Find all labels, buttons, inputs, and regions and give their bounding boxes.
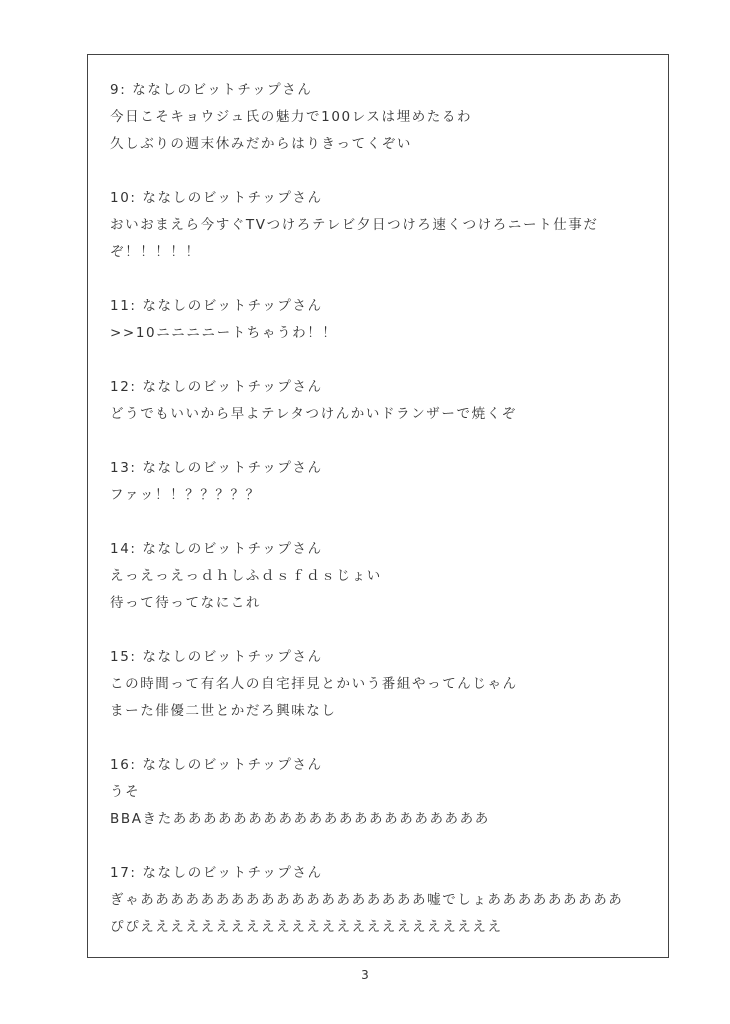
post-10 (110, 185, 658, 266)
post-header: 16: ななしのビットチップさん (110, 757, 323, 773)
post-body-line: 久しぶりの週末休みだからはりきってくぞい (110, 136, 412, 152)
post-12 (110, 374, 658, 428)
post-header: 15: ななしのビットチップさん (110, 649, 323, 665)
post-16 (110, 752, 658, 833)
post-9 (110, 77, 658, 158)
post-list (110, 77, 658, 968)
post-13 (110, 455, 658, 509)
post-header: 11: ななしのビットチップさん (110, 298, 323, 314)
post-body-line: えっえっえっｄｈしふｄｓｆｄｓじょい (110, 568, 382, 584)
post-body-line: >>10ニニニニートちゃうわ！！ (110, 325, 338, 341)
post-body-line: ファッ！！？？？？？ (110, 487, 261, 503)
page-number: 3 (361, 968, 369, 982)
post-header: 14: ななしのビットチップさん (110, 541, 323, 557)
post-15 (110, 644, 658, 725)
post-14 (110, 536, 658, 617)
post-header: 13: ななしのビットチップさん (110, 460, 323, 476)
post-header: 17: ななしのビットチップさん (110, 865, 323, 881)
page-frame (87, 54, 669, 958)
post-body-line: この時間って有名人の自宅拝見とかいう番組やってんじゃん (110, 676, 518, 692)
post-header: 12: ななしのビットチップさん (110, 379, 323, 395)
post-header: 10: ななしのビットチップさん (110, 190, 323, 206)
post-body-line: 待って待ってなにこれ (110, 595, 261, 611)
post-header: 9: ななしのビットチップさん (110, 82, 313, 98)
post-body-line: BBAきたあああああああああああああああああああああ (110, 811, 490, 827)
post-body-line: ぎゃあああああああああああああああああああ嘘でしょあああああああああ (110, 892, 624, 908)
post-body-line: うそ (110, 784, 141, 800)
post-17 (110, 860, 658, 941)
post-body-line: 今日こそキョウジュ氏の魅力で100レスは埋めたるわ (110, 109, 473, 125)
post-body-line: まーた俳優二世とかだろ興味なし (110, 703, 337, 719)
post-body-line: どうでもいいから早よテレタつけんかいドランザーで焼くぞ (110, 406, 517, 422)
post-body-line: おいおまえら今すぐTVつけろテレビ夕日つけろ速くつけろニート仕事だぞ！！！！！ (110, 217, 599, 260)
post-11 (110, 293, 658, 347)
post-body-line: ぴぴええええええええええええええええええええええええ (110, 919, 503, 935)
